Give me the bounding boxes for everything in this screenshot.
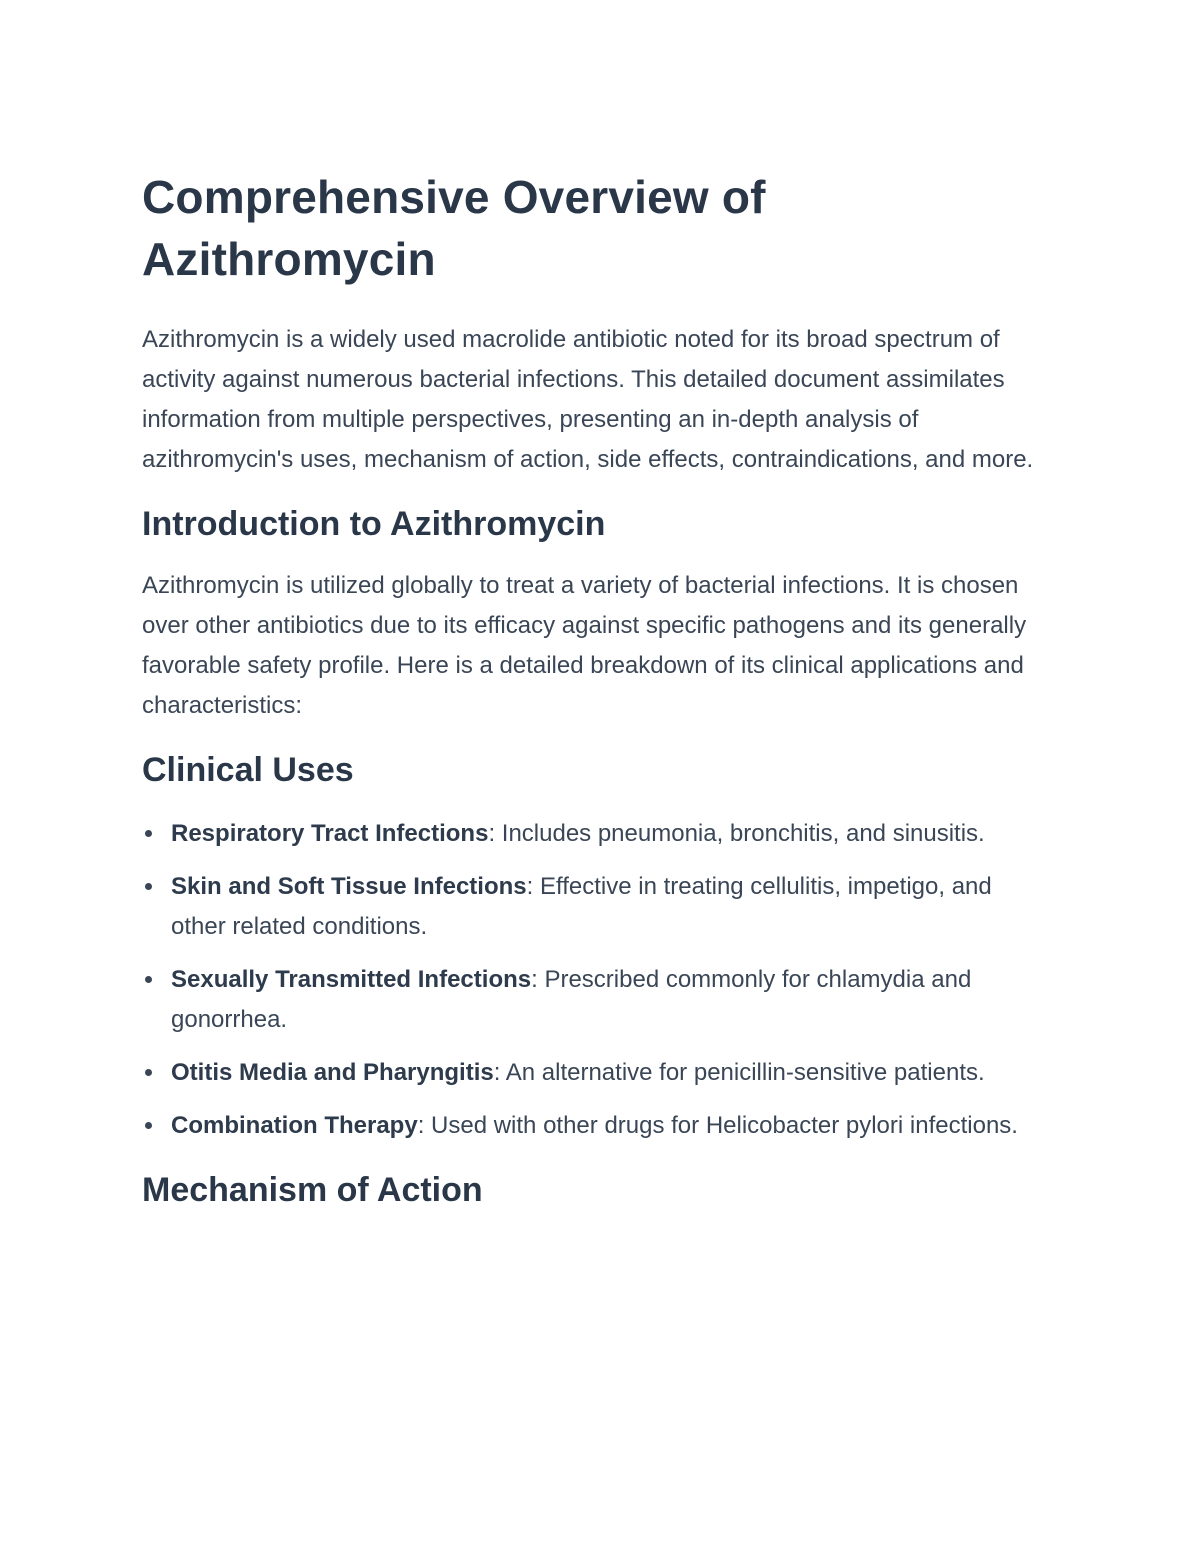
list-item [142,1053,1050,1093]
list-item-text: : Used with other drugs for Helicobacter pylori infections. [417,1112,1018,1139]
section-heading-mechanism: Mechanism of Action [142,1171,483,1209]
intro-paragraph: Azithromycin is a widely used macrolide antibiotic noted for its broad spectrum of activity against numerous bacterial infections. This detailed document assimilates information from multiple perspectives, presenting an in-depth analysis of azithromycin's uses, mechanism of action, side effects, contraindications, and more. [142,326,1034,473]
section-heading-clinical-uses: Clinical Uses [142,751,354,789]
list-item-term: Sexually Transmitted Infections [171,966,532,993]
introduction-paragraph: Azithromycin is utilized globally to treat a variety of bacterial infections. It is chosen over other antibiotics due to its efficacy against specific pathogens and its generally favorable safety profile. Here is a detailed breakdown of its clinical applications and characteristics: [142,572,1027,719]
bullet-icon [145,976,152,983]
bullet-icon [145,1069,152,1076]
list-item [142,960,1050,1040]
bullet-icon [145,883,152,890]
list-item [142,867,1050,947]
list-item-term: Respiratory Tract Infections [171,820,489,847]
bullet-icon [145,830,152,837]
list-item-term: Otitis Media and Pharyngitis [171,1059,494,1086]
document-title: Comprehensive Overview of Azithromycin [142,171,766,285]
list-item-text: : Effective in treating cellulitis, impetigo, and other related conditions. [171,873,992,940]
list-item-term: Skin and Soft Tissue Infections [171,873,527,900]
list-item-text: : An alternative for penicillin-sensitive patients. [493,1059,985,1086]
bullet-icon [145,1122,152,1129]
section-heading-introduction: Introduction to Azithromycin [142,505,606,543]
list-item-text: : Includes pneumonia, bronchitis, and sinusitis. [488,820,985,847]
clinical-uses-list [142,814,1050,1146]
list-item-term: Combination Therapy [171,1112,418,1139]
list-item [142,814,1050,854]
list-item [142,1106,1050,1146]
list-item-text: : Prescribed commonly for chlamydia and gonorrhea. [171,966,972,1033]
